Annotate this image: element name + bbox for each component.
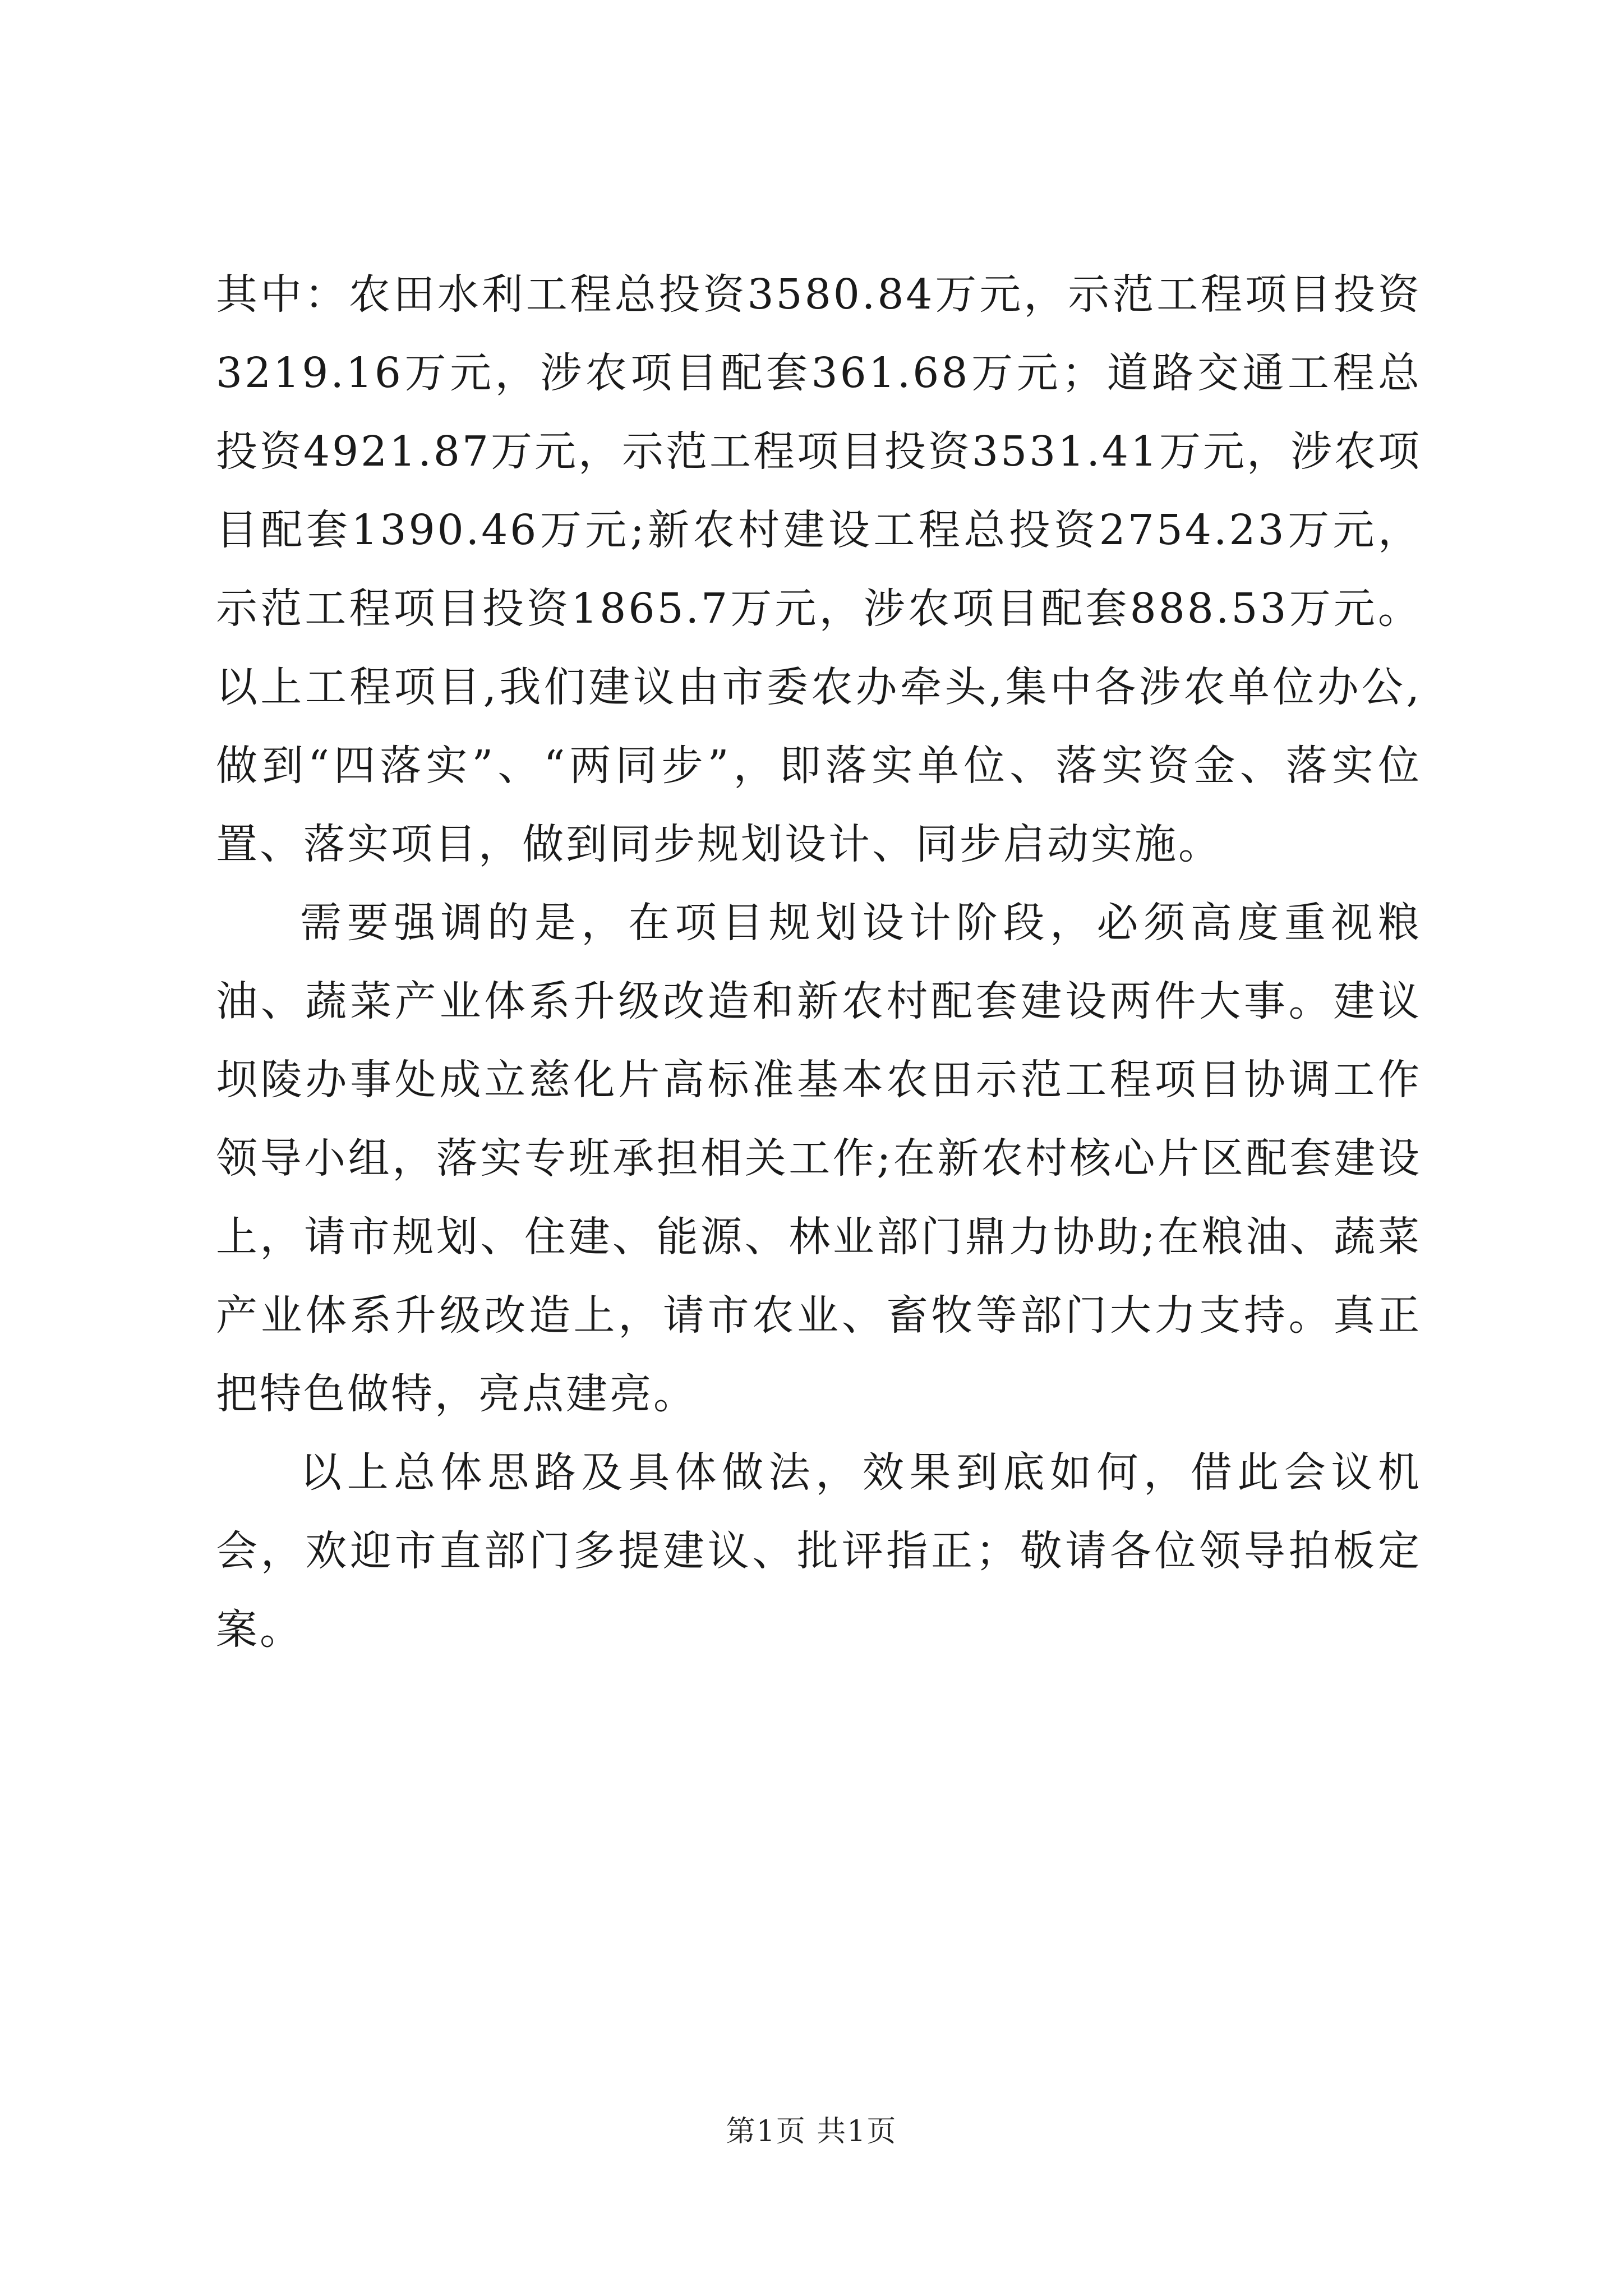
paragraph-1: 其中：农田水利工程总投资3580.84万元，示范工程项目投资3219.16万元，涉农项目配套361.68万元；道路交通工程总投资4921.87万元，示范工程项目投资3531.41万元，涉农项目配套1390.46万元;新农村建设工程总投资2754.23万元，示范工程项目投资1865.7万元，涉农项目配套888.53万元。以上工程项目,我们建议由市委农办牵头,集中各涉农单位办公,做到“四落实”、“两同步”，即落实单位、落实资金、落实位置、落实项目，做到同步规划设计、同步启动实施。 bbox=[216, 270, 1422, 868]
paragraph-3: 以上总体思路及具体做法，效果到底如何，借此会议机会，欢迎市直部门多提建议、批评指正；敬请各位领导拍板定案。 bbox=[216, 1448, 1422, 1654]
document-body bbox=[216, 255, 1422, 1669]
paragraph-2: 需要强调的是，在项目规划设计阶段，必须高度重视粮油、蔬菜产业体系升级改造和新农村配套建设两件大事。建议坝陵办事处成立慈化片高标准基本农田示范工程项目协调工作领导小组，落实专班承担相关工作;在新农村核心片区配套建设上，请市规划、住建、能源、林业部门鼎力协助;在粮油、蔬菜产业体系升级改造上，请市农业、畜牧等部门大力支持。真正把特色做特，亮点建亮。 bbox=[216, 899, 1422, 1418]
page-number-footer: 第1页 共1页 bbox=[726, 2115, 897, 2148]
